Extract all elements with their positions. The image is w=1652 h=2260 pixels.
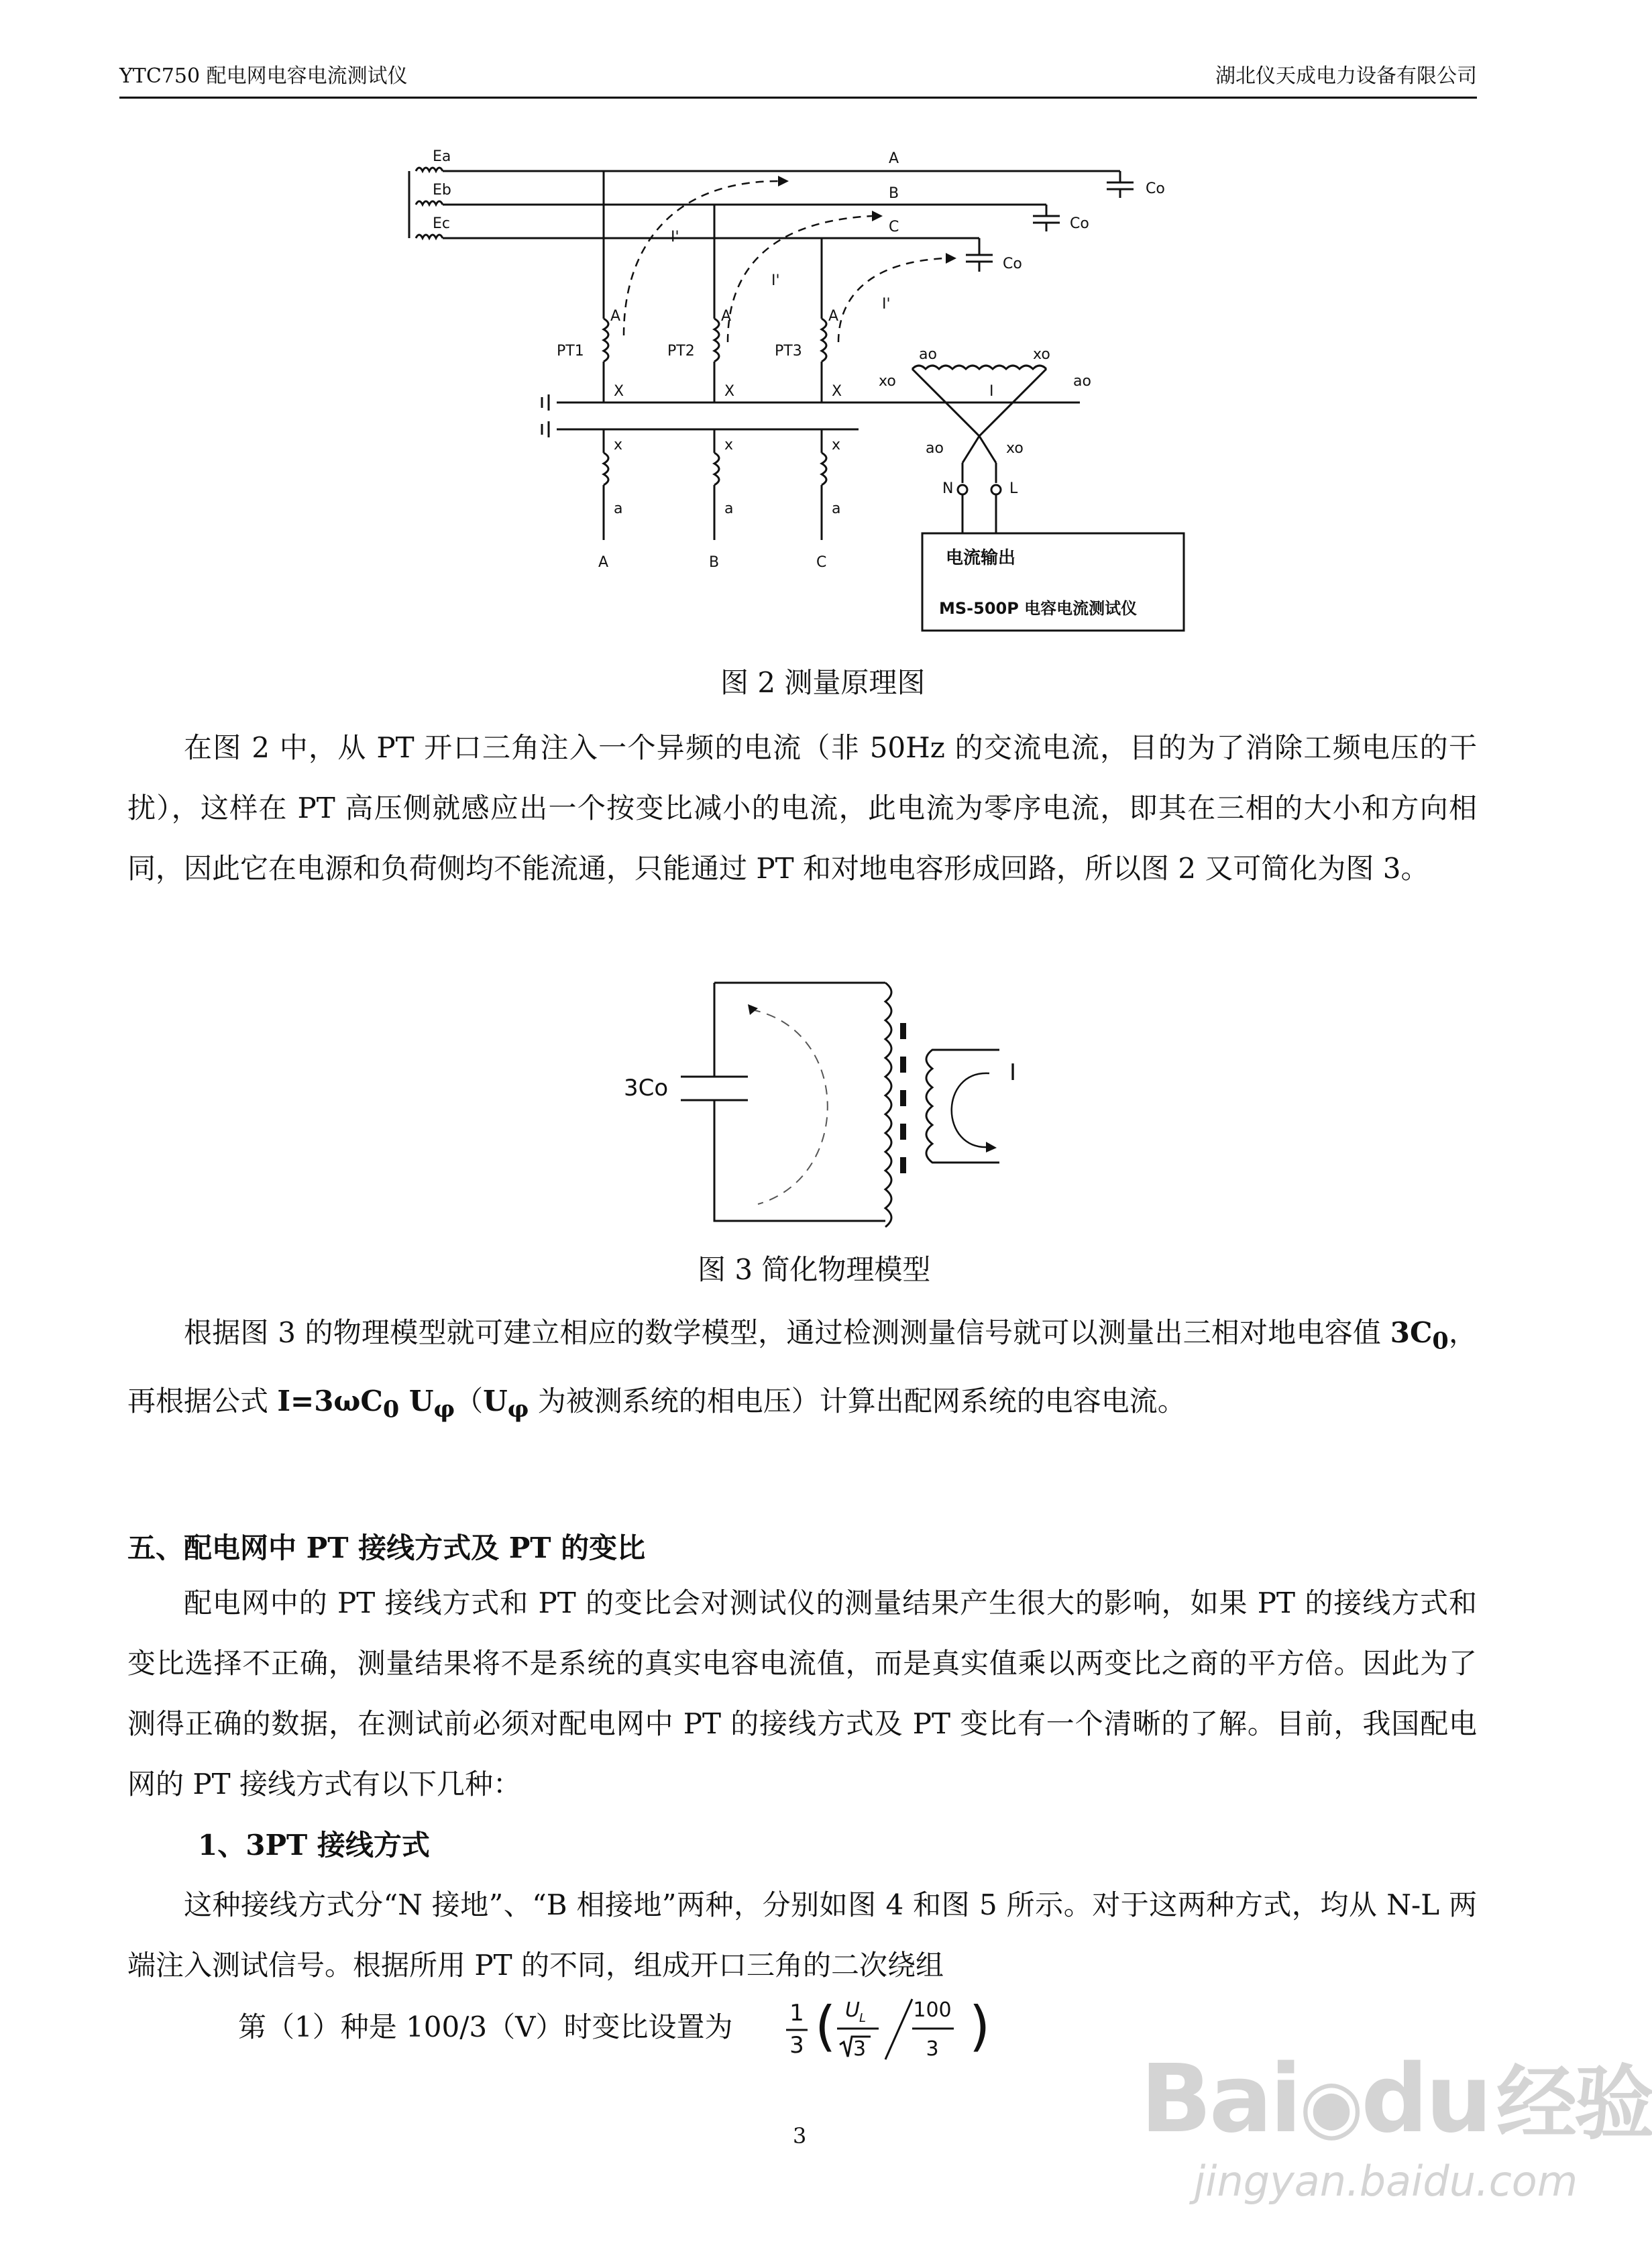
- label-n: N: [942, 480, 954, 497]
- frac1-den: 3: [789, 2032, 804, 2059]
- label-out-b: B: [709, 554, 720, 571]
- label-pt3-as: a: [832, 500, 841, 517]
- label-co-1: Co: [1146, 180, 1165, 197]
- label-xo-3: xo: [1006, 440, 1024, 457]
- label-3co: 3Co: [624, 1075, 669, 1101]
- formula-line: 第（1）种是 100/3（V）时变比设置为: [238, 2010, 733, 2043]
- label-eb: Eb: [433, 182, 451, 199]
- label-pt2: PT2: [667, 343, 695, 360]
- label-i-prime-1: I': [671, 229, 679, 246]
- label-xo-2: xo: [879, 373, 896, 390]
- box-instrument-name: MS-500P 电容电流测试仪: [939, 599, 1138, 618]
- header-left: YTC750 配电网电容电流测试仪: [119, 64, 408, 88]
- den-3: 3: [926, 2037, 939, 2061]
- section5-title: 五、配电网中 PT 接线方式及 PT 的变比: [127, 1531, 646, 1564]
- header-right: 湖北仪天成电力设备有限公司: [1215, 64, 1477, 88]
- label-pt3-xs: x: [832, 437, 841, 453]
- figure3-caption: 图 3 简化物理模型: [698, 1253, 931, 1286]
- label-pt1-top: A: [610, 308, 621, 325]
- header-rule: [119, 97, 1477, 99]
- figure2-caption: 图 2 测量原理图: [720, 666, 926, 699]
- left-paren: (: [815, 1995, 836, 2057]
- box-current-output: 电流输出: [946, 548, 1016, 568]
- ratio-formula: [778, 1986, 1006, 2073]
- label-pt1-xs: x: [614, 437, 623, 453]
- label-co-2: Co: [1070, 215, 1089, 232]
- ul-subscript: L: [859, 2011, 867, 2025]
- paragraph-2: 根据图 3 的物理模型就可建立相应的数学模型，通过检测测量信号就可以测量出三相对地电容值 $3C_0$，再根据公式 $I=3\omega C_0$ $U_\varphi(U_\varphi$ 为被测系统的相电压）计算出配网系统的电容电流。: [127, 1316, 1477, 1423]
- label-pt2-xs: x: [724, 437, 734, 453]
- label-i-prime-3: I': [882, 296, 891, 313]
- label-ao-1: ao: [919, 346, 937, 363]
- paw-icon: ◉: [1299, 2063, 1362, 2149]
- figure2-diagram: [376, 141, 1221, 644]
- label-ao-2: ao: [1073, 373, 1091, 390]
- label-pt1-x: X: [614, 383, 624, 400]
- label-pt1: PT1: [557, 343, 584, 360]
- label-pt3-x: X: [832, 383, 842, 400]
- label-pt2-top: A: [721, 308, 732, 325]
- section5-paragraph: 配电网中的 PT 接线方式和 PT 的变比会对测试仪的测量结果产生很大的影响，如果 PT 的接线方式和变比选择不正确，测量结果将不是系统的真实电容电流值，而是真实值乘以两变比之商的平方倍。因此为了测得正确的数据，在测试前必须对配电网中 PT 的接线方式及 PT 变比有一个清晰的了解。目前，我国配电网的 PT 接线方式有以下几种：: [127, 1586, 1477, 1800]
- label-pt1-as: a: [614, 500, 623, 517]
- label-i: I: [989, 383, 994, 400]
- label-current-i: I: [1009, 1059, 1017, 1086]
- baidu-watermark-logo: Bai◉du经验: [1140, 2045, 1652, 2154]
- label-ec: Ec: [433, 215, 450, 232]
- label-xo-1: xo: [1033, 346, 1050, 363]
- frac1-num: 1: [789, 2000, 804, 2027]
- subsection1-paragraph: 这种接线方式分“N 接地”、“B 相接地”两种，分别如图 4 和图 5 所示。对于这两种方式，均从 N-L 两端注入测试信号。根据所用 PT 的不同，组成开口三角的二次绕组: [127, 1888, 1477, 1982]
- label-co-3: Co: [1003, 256, 1022, 272]
- ul-symbol: U: [845, 1998, 860, 2022]
- label-pt3: PT3: [775, 343, 802, 360]
- label-i-prime-2: I': [771, 272, 780, 289]
- page-number: 3: [793, 2123, 807, 2149]
- label-pt2-as: a: [724, 500, 734, 517]
- label-out-c: C: [816, 554, 827, 571]
- label-ea: Ea: [433, 148, 451, 165]
- num-100: 100: [913, 1998, 952, 2022]
- label-line-b: B: [889, 185, 899, 202]
- label-pt3-top: A: [828, 308, 839, 325]
- watermark-url: jingyan.baidu.com: [1194, 2157, 1578, 2206]
- label-out-a: A: [598, 554, 609, 571]
- label-pt2-x: X: [724, 383, 735, 400]
- label-l: L: [1009, 480, 1018, 497]
- figure3-diagram: [624, 976, 1080, 1231]
- right-paren: ): [969, 1995, 991, 2057]
- label-line-a: A: [889, 150, 899, 167]
- label-ao-3: ao: [926, 440, 944, 457]
- paragraph-1: 在图 2 中，从 PT 开口三角注入一个异频的电流（非 50Hz 的交流电流，目的为了消除工频电压的干扰），这样在 PT 高压侧就感应出一个按变比减小的电流，此电流为零序电流，即其在三相的大小和方向相同，因此它在电源和负荷侧均不能流通，只能通过 PT 和对地电容形成回路，所以图 2 又可简化为图 3。: [127, 731, 1477, 885]
- sqrt3-value: 3: [853, 2037, 867, 2061]
- subsection1-title: 1、3PT 接线方式: [198, 1829, 430, 1862]
- label-line-c: C: [889, 219, 899, 235]
